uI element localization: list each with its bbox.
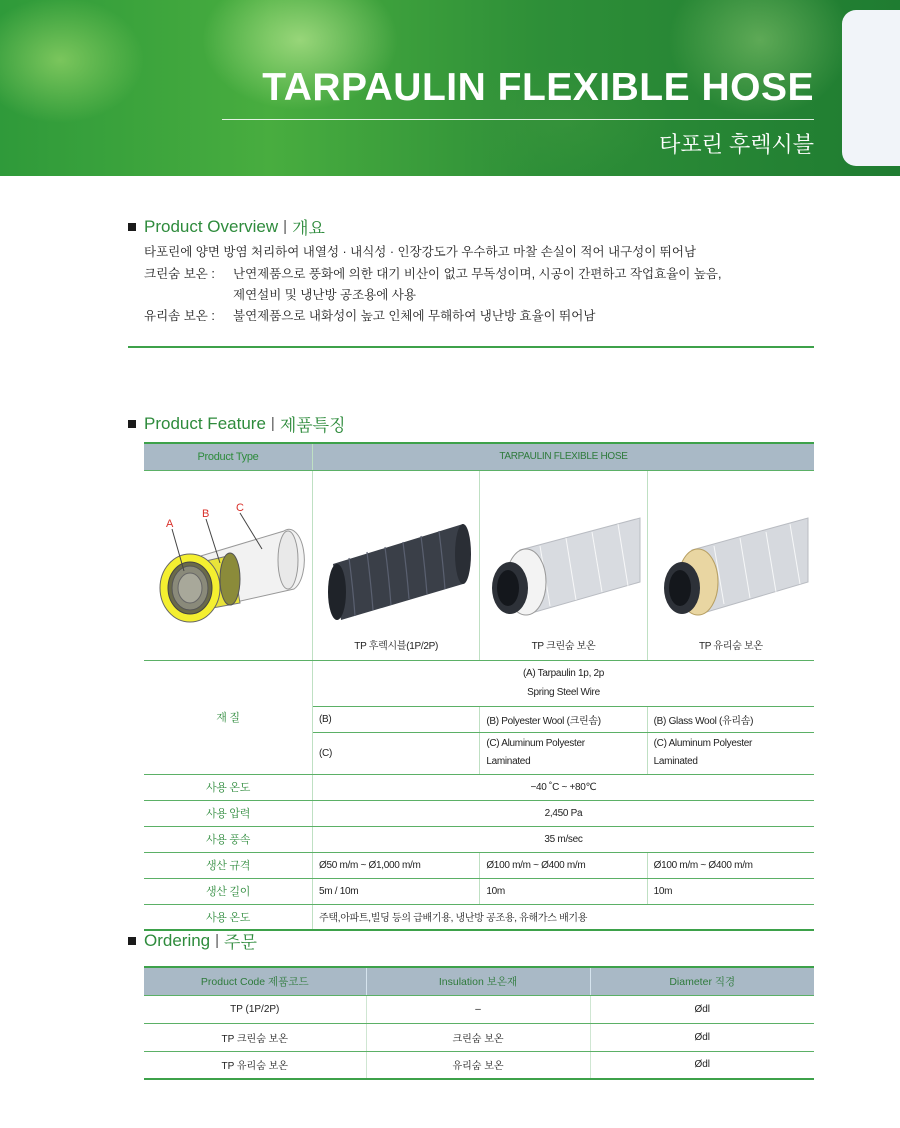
speed-label: 사용 풍속 xyxy=(144,826,313,852)
col-product-type: Product Type xyxy=(144,443,313,470)
col-insulation: Insulation 보온재 xyxy=(366,967,590,995)
material-c-1: (C) xyxy=(313,732,480,774)
crimson-desc-1: 난연제품으로 풍화에 의한 대기 비산이 없고 무독성이며, 시공이 간편하고 작업효율이 높음, xyxy=(233,267,722,281)
col-product-name: TARPAULIN FLEXIBLE HOSE xyxy=(313,443,815,470)
feature-heading: Product Feature | 제품특징 xyxy=(128,411,346,436)
product-image-cell-3 xyxy=(647,470,814,660)
title-rule xyxy=(222,119,814,120)
page-subtitle: 타포린 후렉시블 xyxy=(659,132,814,157)
spec-value-1: Ø50 m/m ~ Ø1,000 m/m xyxy=(313,852,480,878)
bullet-square-icon xyxy=(128,937,136,945)
tp-crimson-insulated-image xyxy=(480,484,646,644)
crimson-label: 크린숨 보온 : xyxy=(144,267,215,281)
label-a: A xyxy=(166,517,174,530)
bullet-square-icon xyxy=(128,420,136,428)
structure-diagram-cell xyxy=(144,470,313,660)
overview-intro: 타포린에 양면 방염 처리하여 내열성 · 내식성 · 인장강도가 우수하고 마찰 손실이 적어 내구성이 뛰어남 xyxy=(144,245,697,259)
bullet-square-icon xyxy=(128,223,136,231)
material-b-3: (B) Glass Wool (유리솜) xyxy=(647,706,814,732)
product-image-cell-1 xyxy=(313,470,480,660)
table-row: TP (1P/2P) – Ødl xyxy=(144,995,814,1023)
crimson-desc-2: 제연설비 및 냉난방 공조용에 사용 xyxy=(233,288,416,302)
header-banner xyxy=(0,0,900,176)
length-label: 생산 길이 xyxy=(144,878,313,904)
length-value-1: 5m / 10m xyxy=(313,878,480,904)
glass-label: 유리솜 보온 : xyxy=(144,309,215,323)
feature-table xyxy=(144,442,814,931)
material-b-2: (B) Polyester Wool (크린솜) xyxy=(480,706,647,732)
col-diameter: Diameter 직경 xyxy=(590,967,814,995)
ordering-heading: Ordering | 주문 xyxy=(128,928,257,953)
tp-glasswool-insulated-image xyxy=(648,484,814,644)
hose-structure-diagram xyxy=(144,471,312,657)
use-label: 사용 온도 xyxy=(144,904,313,930)
glass-desc-1: 불연제품으로 내화성이 높고 인체에 무해하여 냉난방 효율이 뛰어남 xyxy=(233,309,596,323)
temp-label: 사용 온도 xyxy=(144,774,313,800)
page-tab xyxy=(842,10,900,166)
caption-tp-flexible: TP 후렉시블(1P/2P) xyxy=(354,640,439,652)
product-image-cell-2 xyxy=(480,470,647,660)
spec-value-3: Ø100 m/m ~ Ø400 m/m xyxy=(647,852,814,878)
material-c-3: (C) Aluminum Polyester Laminated xyxy=(647,732,814,774)
table-row: TP 유리숨 보온 유리숨 보온 Ødl xyxy=(144,1051,814,1079)
col-product-code: Product Code 제품코드 xyxy=(144,967,366,995)
caption-tp-crimson: TP 크린숨 보온 xyxy=(531,640,596,652)
temp-value: −40 ˚C ~ +80℃ xyxy=(313,774,815,800)
length-value-2: 10m xyxy=(480,878,647,904)
spec-label: 생산 규격 xyxy=(144,852,313,878)
length-value-3: 10m xyxy=(647,878,814,904)
pressure-value: 2,450 Pa xyxy=(313,800,815,826)
spec-value-2: Ø100 m/m ~ Ø400 m/m xyxy=(480,852,647,878)
table-row: TP 크린숨 보온 크린숨 보온 Ødl xyxy=(144,1023,814,1051)
pressure-label: 사용 압력 xyxy=(144,800,313,826)
section-divider xyxy=(128,346,814,348)
material-label: 재 질 xyxy=(144,660,313,774)
material-c-2: (C) Aluminum Polyester Laminated xyxy=(480,732,647,774)
overview-heading: Product Overview | 개요 xyxy=(128,214,325,239)
label-c: C xyxy=(236,501,244,514)
page-title: TARPAULIN FLEXIBLE HOSE xyxy=(262,66,814,109)
material-a-cell: (A) Tarpaulin 1p, 2p Spring Steel Wire xyxy=(313,660,815,706)
label-b: B xyxy=(202,507,210,520)
ordering-table xyxy=(144,966,814,1080)
caption-tp-glasswool: TP 유리숨 보온 xyxy=(698,640,763,652)
use-value: 주택,아파트,빌딩 등의 급배기용, 냉난방 공조용, 유해가스 배기용 xyxy=(313,904,815,930)
speed-value: 35 m/sec xyxy=(313,826,815,852)
tp-flexible-hose-image xyxy=(313,484,479,644)
material-b-1: (B) xyxy=(313,706,480,732)
